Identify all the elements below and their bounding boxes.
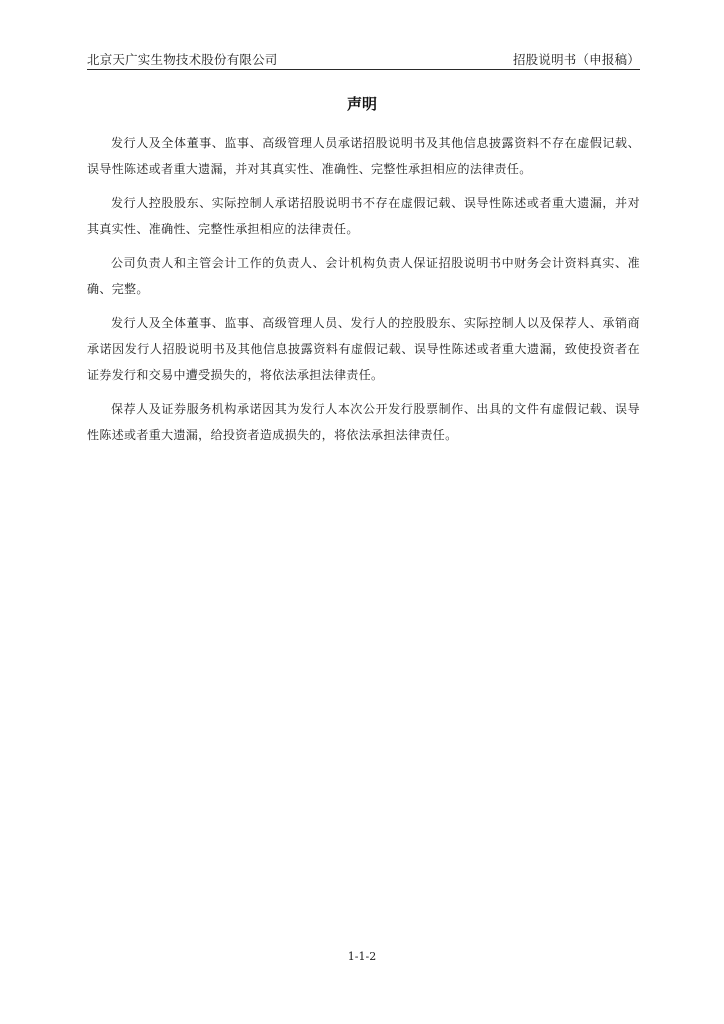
page-header <box>87 50 640 70</box>
declaration-paragraph-1: 发行人及全体董事、监事、高级管理人员承诺招股说明书及其他信息披露资料不存在虚假记载、误导性陈述或者重大遗漏，并对其真实性、准确性、完整性承担相应的法律责任。 <box>87 136 640 176</box>
page-number: 1-1-2 <box>347 950 377 963</box>
header-divider <box>87 69 640 70</box>
declaration-paragraph-2: 发行人控股股东、实际控制人承诺招股说明书不存在虚假记载、误导性陈述或者重大遗漏，并对其真实性、准确性、完整性承担相应的法律责任。 <box>87 196 640 236</box>
declaration-paragraph-3: 公司负责人和主管会计工作的负责人、会计机构负责人保证招股说明书中财务会计资料真实、准确、完整。 <box>87 256 640 296</box>
declaration-paragraph-4: 发行人及全体董事、监事、高级管理人员、发行人的控股股东、实际控制人以及保荐人、承销商承诺因发行人招股说明书及其他信息披露资料有虚假记载、误导性陈述或者重大遗漏，致使投资者在证券发行和交易中遭受损失的，将依法承担法律责任。 <box>87 316 640 382</box>
declaration-paragraph-5: 保荐人及证券服务机构承诺因其为发行人本次公开发行股票制作、出具的文件有虚假记载、误导性陈述或者重大遗漏，给投资者造成损失的，将依法承担法律责任。 <box>87 402 640 442</box>
header-company-name: 北京天广实生物技术股份有限公司 <box>87 52 278 67</box>
page-title: 声明 <box>346 95 377 113</box>
header-document-type: 招股说明书（申报稿） <box>512 52 640 67</box>
declaration-body <box>87 130 640 456</box>
